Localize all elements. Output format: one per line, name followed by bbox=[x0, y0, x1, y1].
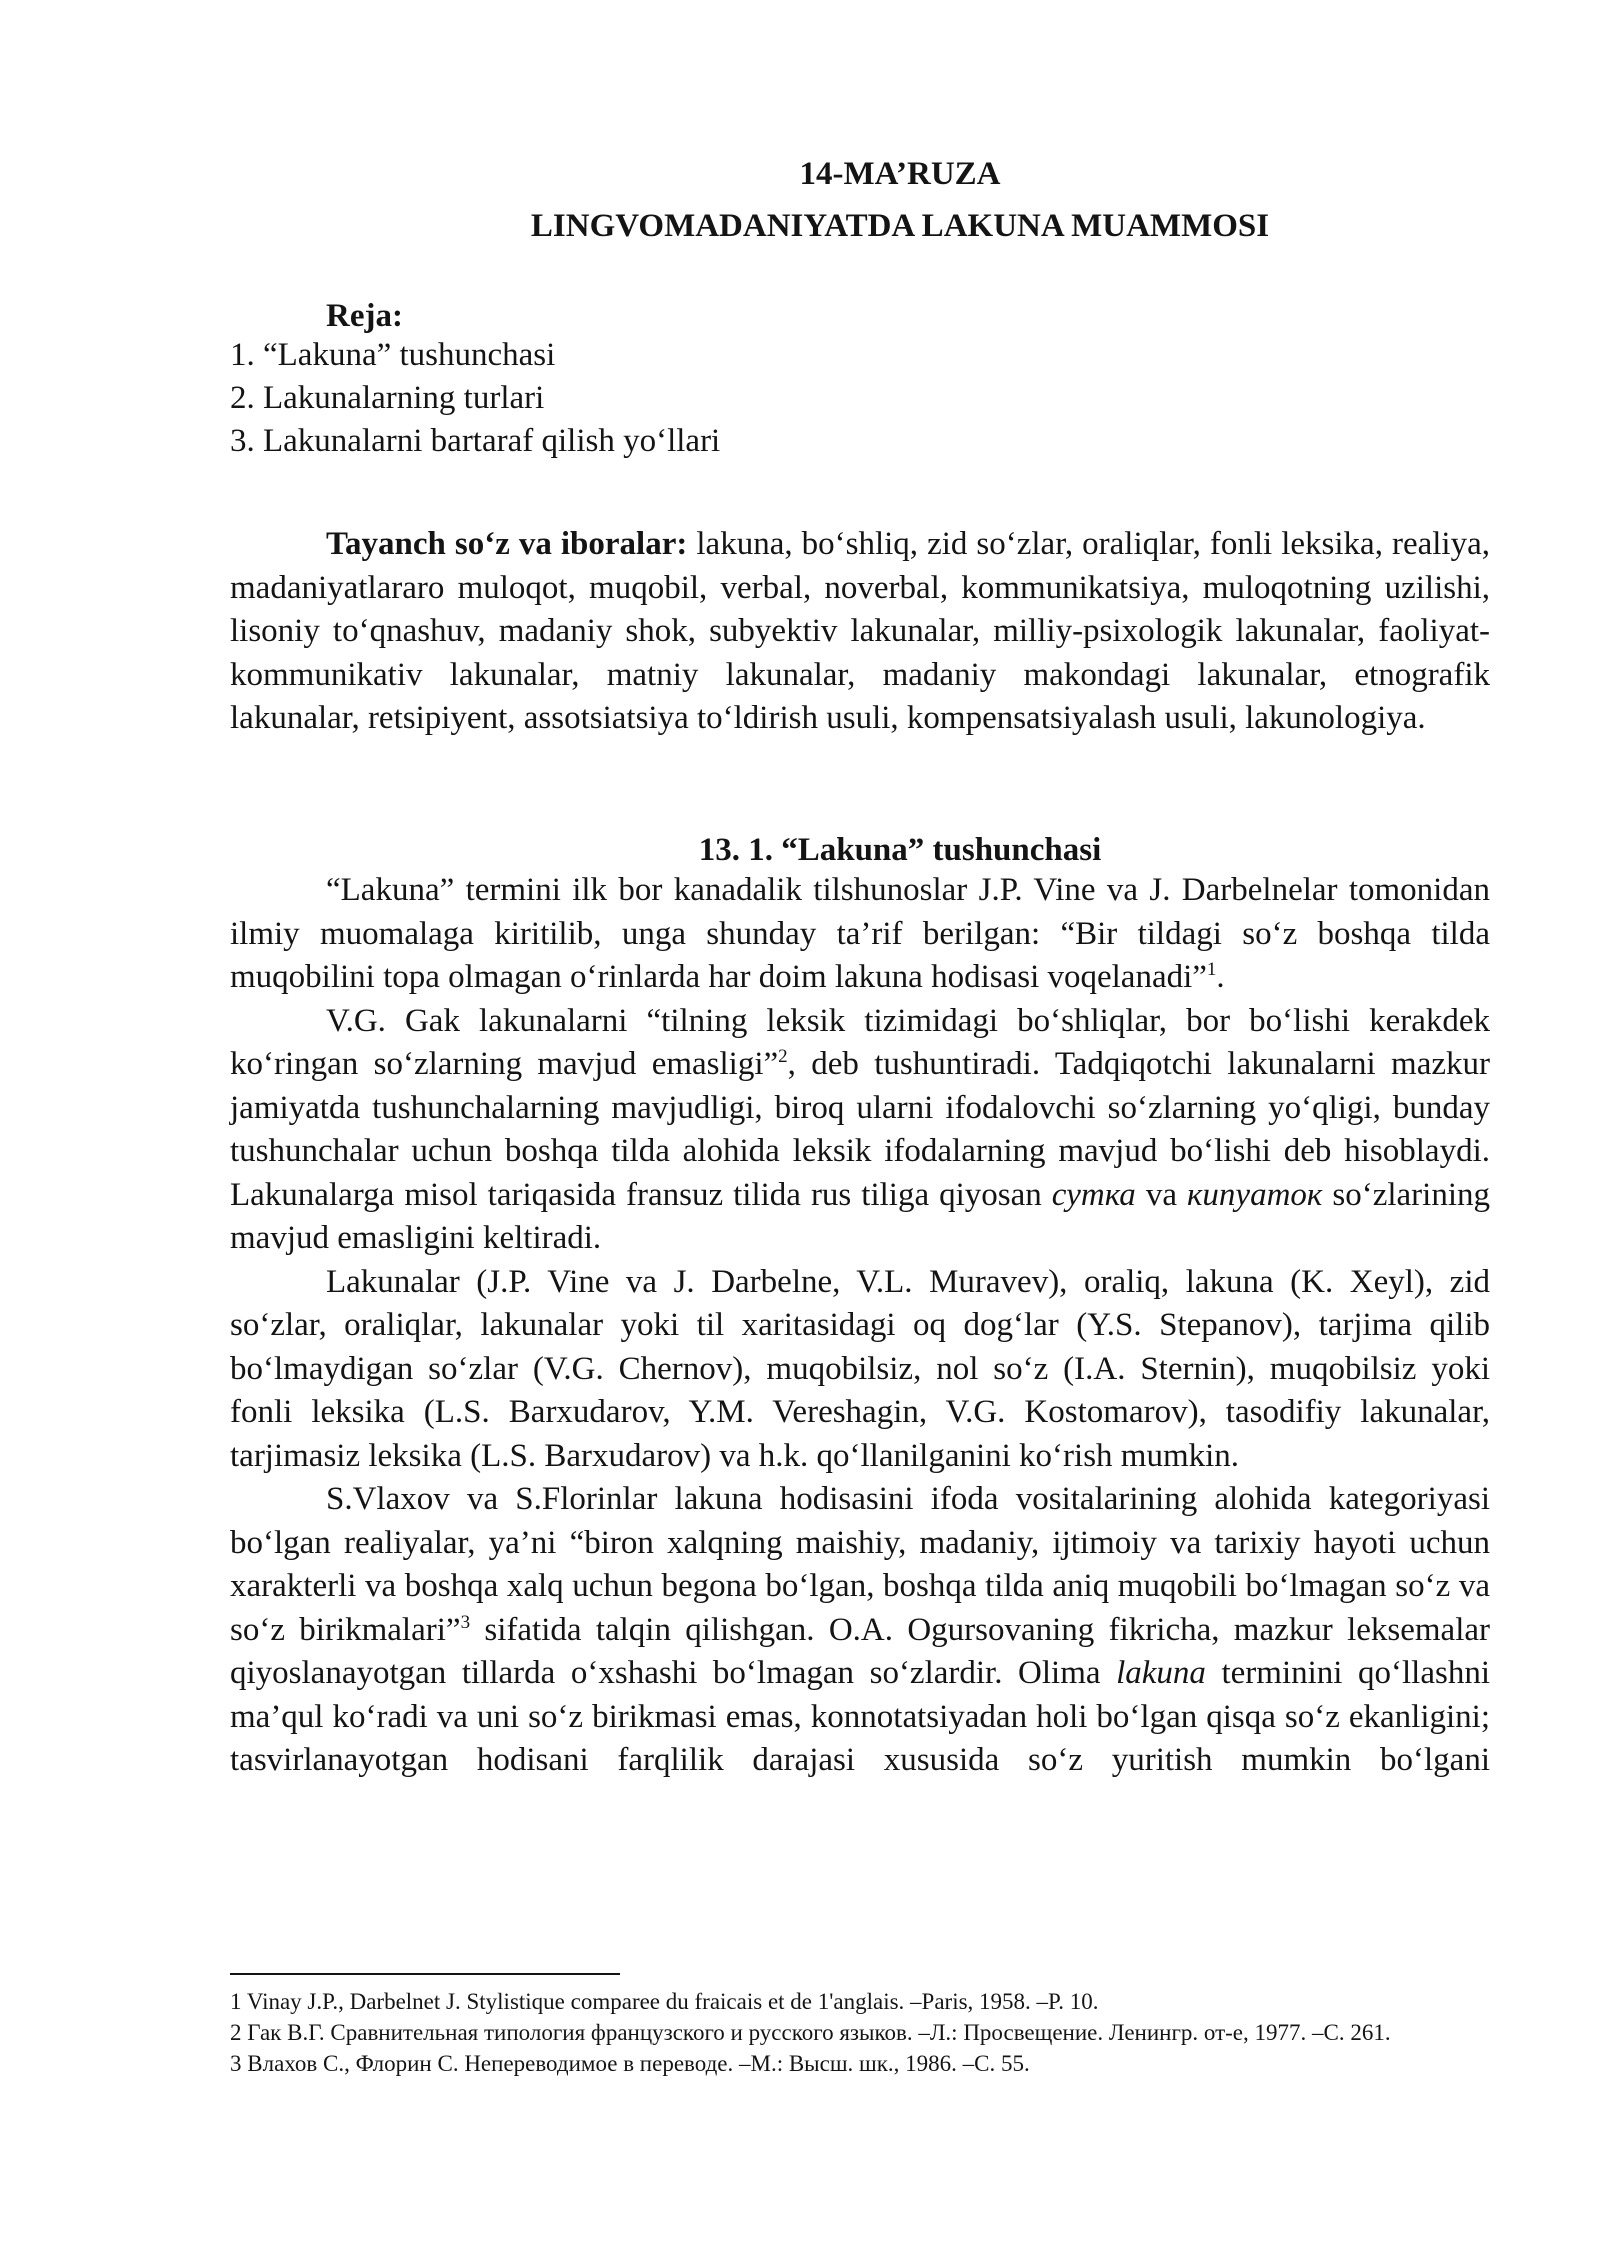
paragraph-1-end: . bbox=[1216, 959, 1225, 995]
footnote-1: 1 Vinay J.P., Darbelnet J. Stylistique comparee du fraicais et de 1'anglais. –Paris, 1958. –P. 10. bbox=[230, 1989, 1099, 2014]
keywords-paragraph bbox=[230, 523, 1490, 741]
italic-word-sutka: сутка bbox=[1051, 1176, 1136, 1213]
footnote-ref-2: 2 bbox=[778, 1046, 788, 1067]
paragraph-2 bbox=[230, 1000, 1490, 1261]
paragraph-2-va: va bbox=[1135, 1176, 1187, 1213]
lecture-title: LINGVOMADANIYATDA LAKUNA MUAMMOSI bbox=[530, 208, 1270, 244]
paragraph-4-text: S.Vlaxov va S.Florinlar lakuna hodisasini ifoda vositalarining alohida kategoriyasi bo‘lgan realiyalar, ya’ni “biron xalqning maishiy, madaniy, ijtimoiy va tarixiy hayoti uchun xarakterli va boshqa xalq uchun begona bo‘lgan, boshqa tilda aniq muqobili bo‘lmagan so‘z va so‘z birikmalari” bbox=[230, 1481, 1490, 1648]
plan-item-2: 2. Lakunalarning turlari bbox=[230, 380, 545, 416]
paragraph-4-mid: sifatida talqin qilishgan. O.A. Ogursovaning fikricha, mazkur leksemalar qiyoslanayotgan tillarda o‘xshashi bo‘lmagan so‘zlardir. Olima bbox=[230, 1611, 1490, 1691]
paragraph-4-end: terminini qo‘llashni ma’qul ko‘radi va uni so‘z birikmasi emas, konnotatsiyadan holi bo‘lgan qisqa so‘z ekanligini; tasvirlanayotgan hodisani farqlilik darajasi xususida so‘z yuritish mumkin bo‘lgani bbox=[230, 1655, 1490, 1778]
footnote-3: 3 Влахов С., Флорин С. Непереводимое в переводе. –М.: Высш. шк., 1986. –С. 55. bbox=[230, 2051, 1030, 2076]
plan-item-1: 1. “Lakuna” tushunchasi bbox=[230, 337, 556, 373]
footnote-ref-3: 3 bbox=[460, 1611, 471, 1633]
paragraph-2-end: so‘zlarining mavjud emasligini keltiradi. bbox=[230, 1176, 1490, 1256]
footnote-separator bbox=[230, 1973, 620, 1975]
paragraph-3: Lakunalar (J.P. Vine va J. Darbelne, V.L. Muravev), oraliq, lakuna (K. Xeyl), zid so‘zlar, oraliqlar, lakunalar yoki til xaritasidagi oq dog‘lar (Y.S. Stepanov), tarjima qilib bo‘lmaydigan so‘zlar (V.G. Chernov), muqobilsiz, nol so‘z (I.A. Sternin), muqobilsiz yoki fonli leksika (L.S. Barxudarov, Y.M. Vereshagin, V.G. Kostomarov), tasodifiy lakunalar, tarjimasiz leksika (L.S. Barxudarov) va h.k. qo‘llanilganini ko‘rish mumkin. bbox=[230, 1263, 1490, 1474]
paragraph-4 bbox=[230, 1478, 1490, 1783]
footnote-2: 2 Гак В.Г. Сравнительная типология французского и русского языков. –Л.: Просвещение. Ленингр. от-е, 1977. –С. 261. bbox=[230, 2020, 1391, 2045]
paragraph-1 bbox=[230, 869, 1490, 1000]
plan-list bbox=[230, 334, 720, 463]
body-text bbox=[230, 869, 1490, 1783]
keywords-text: lakuna, bo‘shliq, zid so‘zlar, oraliqlar, fonli leksika, realiya, madaniyatlararo muloqot, muqobil, verbal, noverbal, kommunikatsiya, muloqotning uzilishi, lisoniy to‘qnashuv, madaniy shok, subyektiv lakunalar, milliy-psixologik lakunalar, faoliyat-kommunikativ lakunalar, matniy lakunalar, madaniy makondagi lakunalar, etnografik lakunalar, retsipiyent, assotsiatsiya to‘ldirish usuli, kompensatsiyalash usuli, lakunologiya. bbox=[230, 526, 1490, 736]
italic-word-lakuna: lakuna bbox=[1116, 1655, 1206, 1691]
keywords-label: Tayanch so‘z va iboralar: bbox=[326, 526, 688, 562]
plan-heading: Reja: bbox=[326, 298, 403, 334]
plan-item-3: 3. Lakunalarni bartaraf qilish yo‘llari bbox=[230, 423, 721, 459]
paragraph-2-text: V.G. Gak lakunalarni “tilning leksik tizimidagi bo‘shliqlar, bor bo‘lishi kerakdek ko‘ringan so‘zlarning mavjud emasligi” bbox=[230, 1002, 1490, 1082]
italic-word-kipuatok: кипуаток bbox=[1187, 1176, 1323, 1213]
lecture-number: 14-MA’RUZA bbox=[799, 156, 1001, 192]
footnote-ref-1: 1 bbox=[1206, 959, 1217, 980]
footnotes bbox=[230, 1986, 1490, 2079]
section-heading: 13. 1. “Lakuna” tushunchasi bbox=[698, 832, 1102, 868]
paragraph-1-text: “Lakuna” termini ilk bor kanadalik tilshunoslar J.P. Vine va J. Darbelnelar tomonidan ilmiy muomalaga kiritilib, unga shunday ta’rif berilgan: “Bir tildagi so‘z boshqa tilda muqobilini topa olmagan o‘rinlarda har doim lakuna hodisasi voqelanadi” bbox=[230, 872, 1490, 995]
paragraph-2-mid: , deb tushuntiradi. Tadqiqotchi lakunalarni mazkur jamiyatda tushunchalarning mavjudligi, biroq ularni ifodalovchi so‘zlarning yo‘qligi, bunday tushunchalar uchun boshqa tilda alohida leksik ifodalarning mavjud bo‘lishi deb hisoblaydi. Lakunalarga misol tariqasida fransuz tilida rus tiliga qiyosan bbox=[230, 1046, 1491, 1213]
